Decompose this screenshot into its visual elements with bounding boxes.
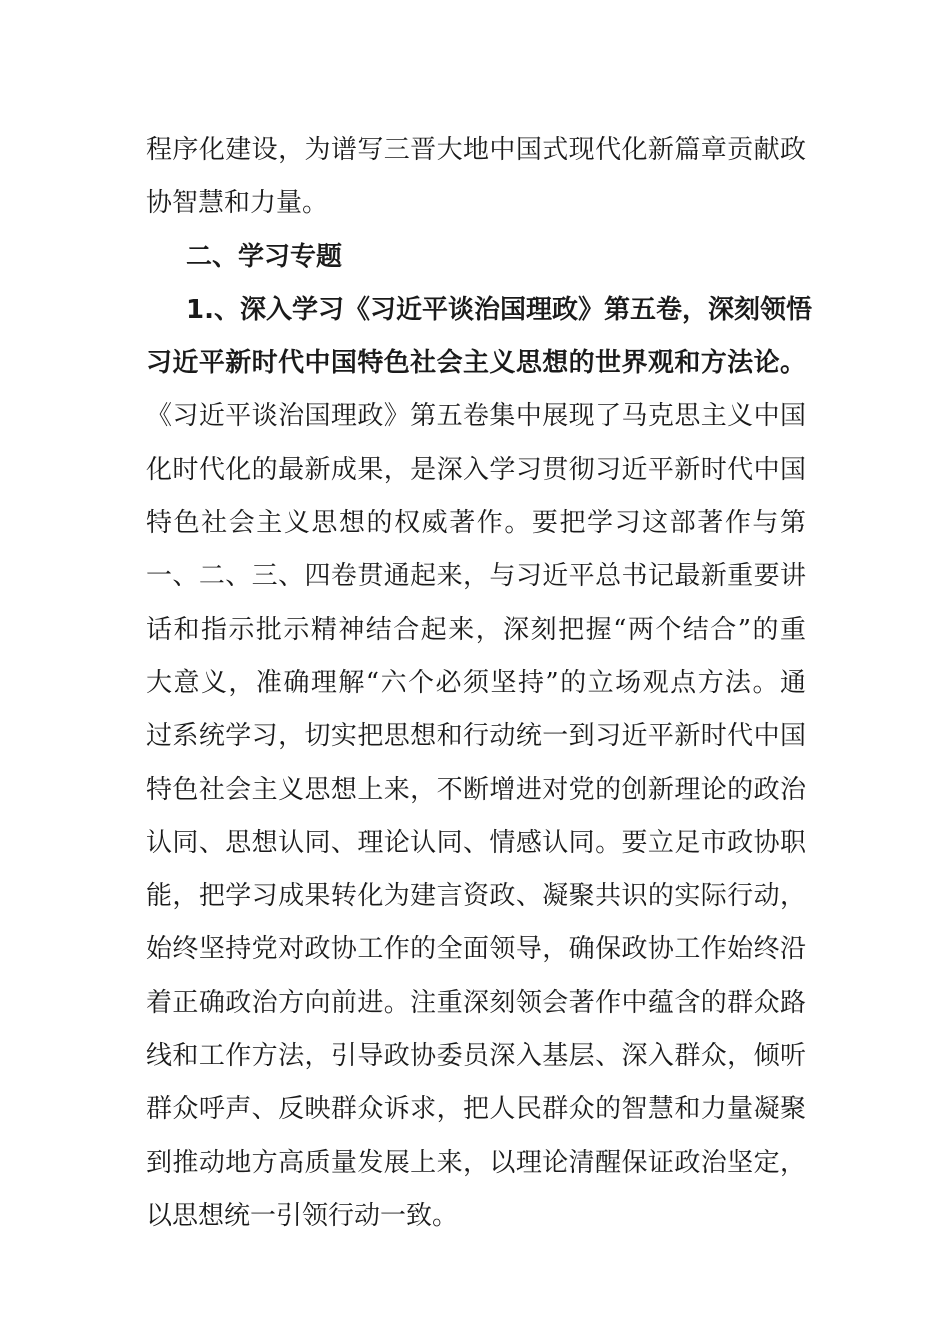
body-line-2: 化时代化的最新成果，是深入学习贯彻习近平新时代中国 [146, 454, 806, 485]
body-line-14: 群众呼声、反映群众诉求，把人民群众的智慧和力量凝聚 [146, 1094, 806, 1125]
topic-title-line-2: 习近平新时代中国特色社会主义思想的世界观和方法论。 [146, 348, 806, 379]
body-line-15: 到推动地方高质量发展上来，以理论清醒保证政治坚定， [146, 1147, 806, 1178]
body-line-16: 以思想统一引领行动一致。 [146, 1200, 459, 1231]
intro-line-2: 协智慧和力量。 [146, 188, 329, 219]
section-heading: 二、学习专题 [186, 241, 343, 272]
body-line-4: 一、二、三、四卷贯通起来，与习近平总书记最新重要讲 [146, 561, 806, 592]
body-line-7: 过系统学习，切实把思想和行动统一到习近平新时代中国 [146, 721, 806, 752]
body-line-13: 线和工作方法，引导政协委员深入基层、深入群众，倾听 [146, 1041, 806, 1072]
intro-line-1: 程序化建设，为谱写三晋大地中国式现代化新篇章贡献政 [146, 135, 806, 165]
body-line-12: 着正确政治方向前进。注重深刻领会著作中蕴含的群众路 [146, 987, 806, 1018]
document-body [146, 124, 812, 1243]
topic-title-line-1: 1.、深入学习《习近平谈治国理政》第五卷，深刻领悟 [186, 294, 812, 325]
body-line-3: 特色社会主义思想的权威著作。要把学习这部著作与第 [146, 508, 806, 539]
body-line-5: 话和指示批示精神结合起来，深刻把握“两个结合”的重 [146, 614, 806, 645]
body-line-9: 认同、思想认同、理论认同、情感认同。要立足市政协职 [146, 827, 806, 858]
body-line-8: 特色社会主义思想上来，不断增进对党的创新理论的政治 [146, 774, 806, 805]
body-line-11: 始终坚持党对政协工作的全面领导，确保政协工作始终沿 [146, 934, 806, 965]
body-line-10: 能，把学习成果转化为建言资政、凝聚共识的实际行动， [146, 881, 806, 912]
body-line-1: 《习近平谈治国理政》第五卷集中展现了马克思主义中国 [146, 401, 806, 432]
body-line-6: 大意义，准确理解“六个必须坚持”的立场观点方法。通 [146, 667, 806, 698]
